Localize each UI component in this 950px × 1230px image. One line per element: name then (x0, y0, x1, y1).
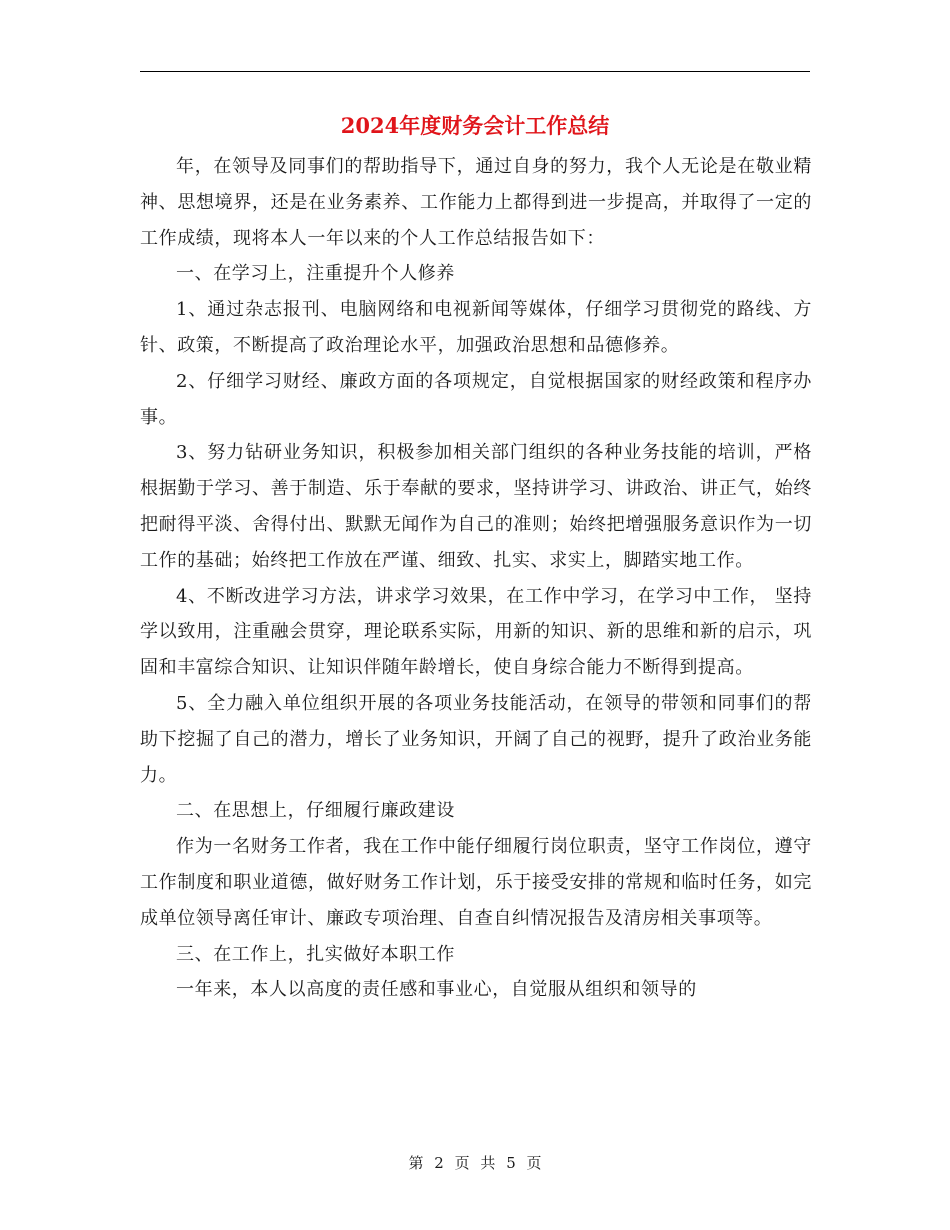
paragraph-item-5: 5、全力融入单位组织开展的各项业务技能活动，在领导的带领和同事们的帮助下挖掘了自己的潜力，增长了业务知识，开阔了自己的视野，提升了政治业务能力。 (140, 692, 812, 786)
footer-total-prefix: 共 (480, 1154, 496, 1172)
paragraph-work: 一年来，本人以高度的责任感和事业心，自觉服从组织和领导的 (176, 979, 697, 1001)
paragraph-item-1: 1、通过杂志报刊、电脑网络和电视新闻等媒体，仔细学习贯彻党的路线、方针、政策，不断提高了政治理论水平，加强政治思想和品德修养。 (140, 299, 812, 356)
paragraph-item-2: 2、仔细学习财经、廉政方面的各项规定，自觉根据国家的财经政策和程序办事。 (140, 370, 812, 428)
header-rule (140, 71, 810, 72)
paragraph-item-4: 4、不断改进学习方法，讲求学习效果，在工作中学习，在学习中工作， 坚持学以致用，注重融会贯穿，理论联系实际，用新的知识、新的思维和新的启示，巩固和丰富综合知识、让知识伴随年龄增长，使自身综合能力不断得到提高。 (140, 585, 812, 679)
footer-page-label: 页 (454, 1154, 470, 1172)
footer-page-number: 2 (434, 1154, 444, 1172)
footer-total-pages: 5 (506, 1154, 516, 1172)
section-heading-study: 一、在学习上，注重提升个人修养 (176, 263, 455, 285)
paragraph-intro: 年，在领导及同事们的帮助指导下，通过自身的努力，我个人无论是在敬业精神、思想境界，还是在业务素养、工作能力上都得到进一步提高，并取得了一定的工作成绩，现将本人一年以来的个人工作总结报告如下： (140, 156, 812, 249)
document-body (140, 149, 812, 1008)
footer-page-prefix: 第 (408, 1154, 424, 1172)
section-heading-ideology: 二、在思想上，仔细履行廉政建设 (176, 800, 455, 822)
document-title: 2024年度财务会计工作总结 (340, 113, 610, 138)
section-heading-work: 三、在工作上，扎实做好本职工作 (176, 943, 455, 965)
footer-total-suffix: 页 (526, 1154, 542, 1172)
paragraph-ideology: 作为一名财务工作者，我在工作中能仔细履行岗位职责，坚守工作岗位，遵守工作制度和职业道德，做好财务工作计划，乐于接受安排的常规和临时任务，如完成单位领导离任审计、廉政专项治理、自查自纠情况报告及清房相关事项等。 (140, 836, 812, 929)
page-footer (0, 1153, 950, 1173)
paragraph-item-3: 3、努力钻研业务知识，积极参加相关部门组织的各种业务技能的培训，严格根据勤于学习、善于制造、乐于奉献的要求，坚持讲学习、讲政治、讲正气，始终把耐得平淡、舍得付出、默默无闻作为自己的准则；始终把增强服务意识作为一切工作的基础；始终把工作放在严谨、细致、扎实、求实上，脚踏实地工作。 (140, 442, 812, 571)
